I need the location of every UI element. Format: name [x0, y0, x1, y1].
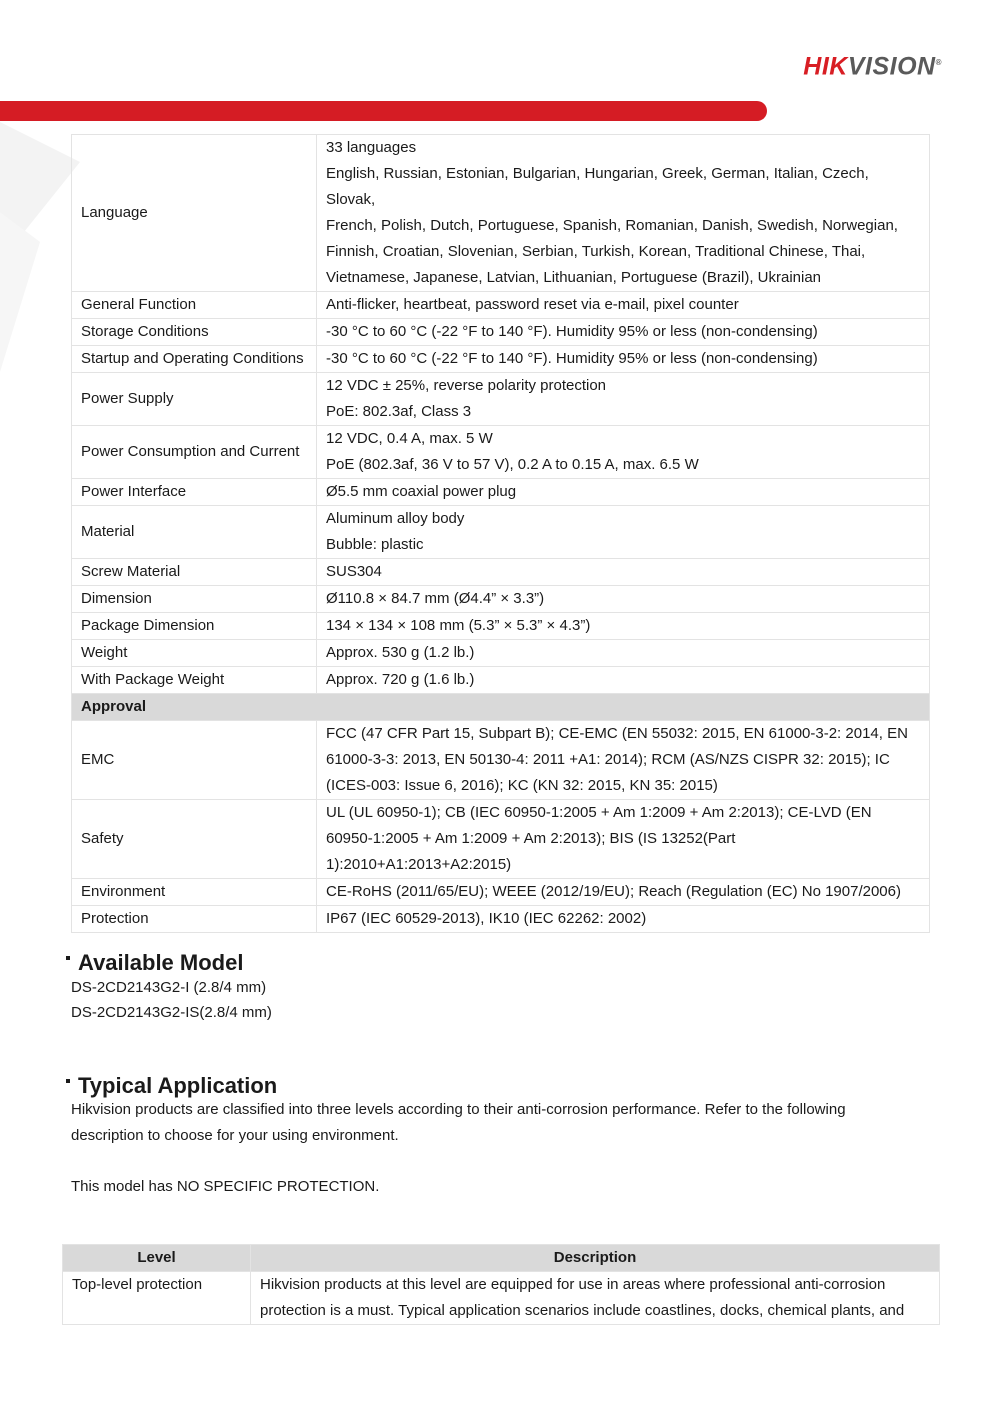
- spec-value-line: English, Russian, Estonian, Bulgarian, Hungarian, Greek, German, Italian, Czech, Slovak,: [326, 165, 869, 208]
- spec-label: Package Dimension: [72, 613, 317, 640]
- typical-application-heading: Typical Application: [66, 1072, 277, 1100]
- spec-value-line: 60950-1:2005 + Am 1:2009 + Am 2:2013); BIS (IS 13252(Part: [326, 830, 736, 847]
- spec-value: [317, 346, 930, 373]
- spec-value-line: 1):2010+A1:2013+A2:2015): [326, 856, 512, 873]
- protection-levels-table: [62, 1244, 940, 1325]
- spec-value-line: IP67 (IEC 60529-2013), IK10 (IEC 62262: 2002): [326, 910, 647, 927]
- spec-row: [72, 613, 930, 640]
- table-row: [63, 1272, 940, 1325]
- spec-value: [317, 800, 930, 879]
- spec-value-line: Approx. 720 g (1.6 lb.): [326, 671, 475, 688]
- spec-value-line: Finnish, Croatian, Slovenian, Serbian, Turkish, Korean, Traditional Chinese, Thai,: [326, 243, 866, 260]
- spec-label: General Function: [72, 292, 317, 319]
- spec-label: Dimension: [72, 586, 317, 613]
- spec-value: [317, 906, 930, 933]
- available-model-heading: Available Model: [66, 949, 243, 977]
- spec-label: Power Consumption and Current: [72, 426, 317, 479]
- spec-row: [72, 586, 930, 613]
- spec-value-line: (ICES-003: Issue 6, 2016); KC (KN 32: 2015, KN 35: 2015): [326, 777, 718, 794]
- spec-row: [72, 319, 930, 346]
- spec-label: Material: [72, 506, 317, 559]
- spec-row: [72, 135, 930, 292]
- spec-value-line: -30 °C to 60 °C (-22 °F to 140 °F). Humidity 95% or less (non-condensing): [326, 350, 818, 367]
- spec-value-line: 134 × 134 × 108 mm (5.3” × 5.3” × 4.3”): [326, 617, 591, 634]
- decorative-watermark: [0, 122, 80, 382]
- spec-label: Power Supply: [72, 373, 317, 426]
- spec-label: Safety: [72, 800, 317, 879]
- spec-value: [317, 506, 930, 559]
- bullet-icon: [66, 1079, 70, 1083]
- spec-row: [72, 373, 930, 426]
- spec-value-line: -30 °C to 60 °C (-22 °F to 140 °F). Humidity 95% or less (non-condensing): [326, 323, 818, 340]
- spec-row: [72, 800, 930, 879]
- spec-value: [317, 135, 930, 292]
- spec-value: [317, 319, 930, 346]
- spec-value: [317, 559, 930, 586]
- spec-label: Screw Material: [72, 559, 317, 586]
- spec-row: [72, 640, 930, 667]
- spec-value: [317, 292, 930, 319]
- header-red-bar: [0, 101, 767, 121]
- model-item: DS-2CD2143G2-I (2.8/4 mm): [71, 979, 267, 996]
- spec-label: Startup and Operating Conditions: [72, 346, 317, 373]
- spec-value-line: FCC (47 CFR Part 15, Subpart B); CE-EMC (EN 55032: 2015, EN 61000-3-2: 2014, EN: [326, 725, 908, 742]
- spec-value-line: 33 languages: [326, 139, 417, 156]
- spec-row: [72, 479, 930, 506]
- spec-table: [71, 134, 930, 933]
- spec-value: [317, 640, 930, 667]
- spec-label: Weight: [72, 640, 317, 667]
- spec-value: [317, 721, 930, 800]
- spec-label: Language: [72, 135, 317, 292]
- spec-value-line: 12 VDC ± 25%, reverse polarity protection: [326, 377, 607, 394]
- level-header: Level: [63, 1245, 251, 1272]
- spec-value-line: Aluminum alloy body: [326, 510, 465, 527]
- model-list: [71, 975, 272, 1025]
- spec-value: [317, 373, 930, 426]
- spec-value-line: Vietnamese, Japanese, Latvian, Lithuanian, Portuguese (Brazil), Ukrainian: [326, 269, 822, 286]
- spec-value-line: Ø5.5 mm coaxial power plug: [326, 483, 517, 500]
- spec-label: Environment: [72, 879, 317, 906]
- spec-value-line: French, Polish, Dutch, Portuguese, Spanish, Romanian, Danish, Swedish, Norwegian,: [326, 217, 898, 234]
- table-header-row: [63, 1245, 940, 1272]
- spec-value-line: Approx. 530 g (1.2 lb.): [326, 644, 475, 661]
- model-item: DS-2CD2143G2-IS(2.8/4 mm): [71, 1004, 272, 1021]
- approval-section-header: [72, 694, 930, 721]
- spec-row: [72, 506, 930, 559]
- spec-row: [72, 721, 930, 800]
- spec-row: [72, 426, 930, 479]
- description-header: Description: [251, 1245, 940, 1272]
- level-cell: Top-level protection: [63, 1272, 251, 1325]
- spec-value: [317, 426, 930, 479]
- spec-row: [72, 906, 930, 933]
- spec-value: [317, 613, 930, 640]
- spec-row: [72, 667, 930, 694]
- protection-note: This model has NO SPECIFIC PROTECTION.: [71, 1178, 380, 1195]
- spec-value-line: Bubble: plastic: [326, 536, 424, 553]
- spec-label: Protection: [72, 906, 317, 933]
- spec-row: [72, 559, 930, 586]
- spec-value-line: 61000-3-3: 2013, EN 50130-4: 2011 +A1: 2014); RCM (AS/NZS CISPR 32: 2015); IC: [326, 751, 890, 768]
- spec-label: EMC: [72, 721, 317, 800]
- spec-row: [72, 346, 930, 373]
- spec-value-line: Ø110.8 × 84.7 mm (Ø4.4” × 3.3”): [326, 590, 545, 607]
- spec-value: [317, 586, 930, 613]
- spec-value-line: SUS304: [326, 563, 382, 580]
- spec-value-line: UL (UL 60950-1); CB (IEC 60950-1:2005 + Am 1:2009 + Am 2:2013); CE-LVD (EN: [326, 804, 872, 821]
- spec-value-line: PoE: 802.3af, Class 3: [326, 403, 472, 420]
- description-cell: Hikvision products at this level are equipped for use in areas where professional anti-corrosion protection is a must. Typical application scenarios include coastlines, docks, chemical plants, and: [251, 1272, 940, 1325]
- bullet-icon: [66, 956, 70, 960]
- spec-value: [317, 879, 930, 906]
- hikvision-logo: HIKVISION®: [803, 52, 942, 81]
- spec-row: [72, 292, 930, 319]
- section-title: Approval: [72, 694, 930, 721]
- spec-value: [317, 667, 930, 694]
- typical-application-paragraph: Hikvision products are classified into three levels according to their anti-corrosion performance. Refer to the following description to choose for your using environment.: [71, 1101, 846, 1144]
- spec-label: Storage Conditions: [72, 319, 317, 346]
- spec-label: With Package Weight: [72, 667, 317, 694]
- spec-value-line: PoE (802.3af, 36 V to 57 V), 0.2 A to 0.15 A, max. 6.5 W: [326, 456, 699, 473]
- spec-label: Power Interface: [72, 479, 317, 506]
- spec-value-line: 12 VDC, 0.4 A, max. 5 W: [326, 430, 493, 447]
- spec-value-line: Anti-flicker, heartbeat, password reset via e-mail, pixel counter: [326, 296, 739, 313]
- spec-row: [72, 879, 930, 906]
- spec-value-line: CE-RoHS (2011/65/EU); WEEE (2012/19/EU); Reach (Regulation (EC) No 1907/2006): [326, 883, 901, 900]
- spec-value: [317, 479, 930, 506]
